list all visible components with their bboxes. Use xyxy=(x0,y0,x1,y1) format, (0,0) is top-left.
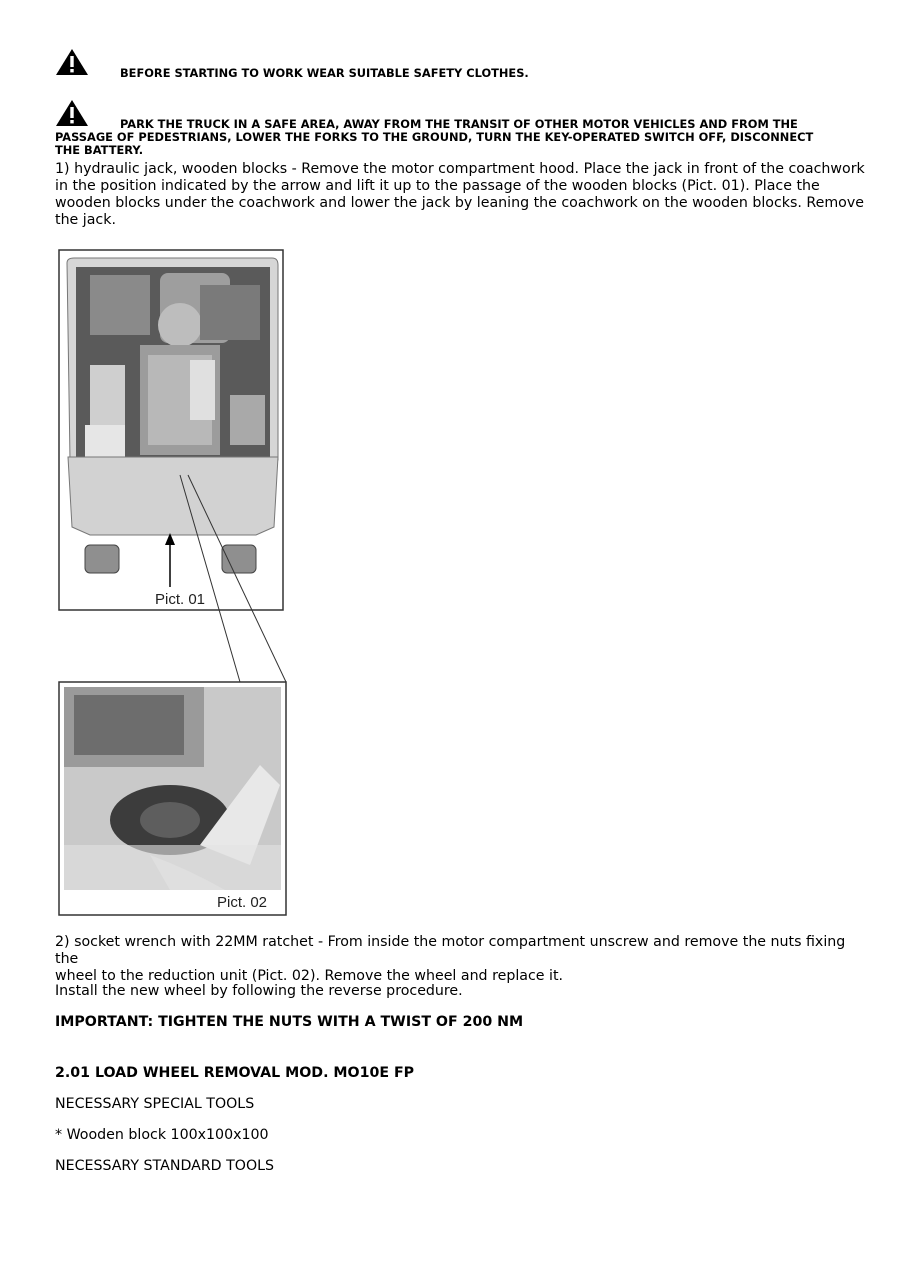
warning-park-line3: THE BATTERY. xyxy=(55,143,144,157)
step1-line: in the position indicated by the arrow and lift it up to the passage of the wooden blocks (Pict. 01). Place the xyxy=(55,178,820,194)
step1-line: the jack. xyxy=(55,212,116,228)
wooden-block-right xyxy=(222,545,256,573)
special-tools-label: NECESSARY SPECIAL TOOLS xyxy=(55,1096,255,1112)
step1-line: wooden blocks under the coachwork and lower the jack by leaning the coachwork on the wooden blocks. Remove xyxy=(55,195,864,211)
wooden-block-left xyxy=(85,545,119,573)
warning-park-line1: PARK THE TRUCK IN A SAFE AREA, AWAY FROM THE TRANSIT OF OTHER MOTOR VEHICLES AND FROM THE xyxy=(120,117,798,131)
step2-line: 2) socket wrench with 22MM ratchet - From inside the motor compartment unscrew and remove the nuts fixing the xyxy=(55,934,846,967)
coachwork-base xyxy=(68,457,278,535)
important-torque-note: IMPORTANT: TIGHTEN THE NUTS WITH A TWIST OF 200 NM xyxy=(55,1014,524,1030)
wheel-removal-figure xyxy=(50,245,295,920)
standard-tools-label: NECESSARY STANDARD TOOLS xyxy=(55,1158,275,1174)
pict-01-caption: Pict. 01 xyxy=(155,591,206,608)
step1-line: 1) hydraulic jack, wooden blocks - Remove the motor compartment hood. Place the jack in front of the coachwork xyxy=(55,161,865,177)
install-instruction: Install the new wheel by following the reverse procedure. xyxy=(55,983,463,999)
step2-paragraph xyxy=(55,934,870,985)
warning-clothes-text: BEFORE STARTING TO WORK WEAR SUITABLE SAFETY CLOTHES. xyxy=(120,66,529,80)
section-heading: 2.01 LOAD WHEEL REMOVAL MOD. MO10E FP xyxy=(55,1065,415,1081)
warning-triangle-icon xyxy=(55,48,89,76)
warning-triangle-icon xyxy=(55,99,89,127)
special-tool-item: * Wooden block 100x100x100 xyxy=(55,1127,269,1143)
pict-02-caption: Pict. 02 xyxy=(217,894,268,911)
warning-park-line2: PASSAGE OF PEDESTRIANS, LOWER THE FORKS TO THE GROUND, TURN THE KEY-OPERATED SWITCH OFF, DISCONNECT xyxy=(55,130,814,144)
step1-paragraph xyxy=(55,161,870,229)
step2-line: wheel to the reduction unit (Pict. 02). Remove the wheel and replace it. xyxy=(55,968,564,984)
